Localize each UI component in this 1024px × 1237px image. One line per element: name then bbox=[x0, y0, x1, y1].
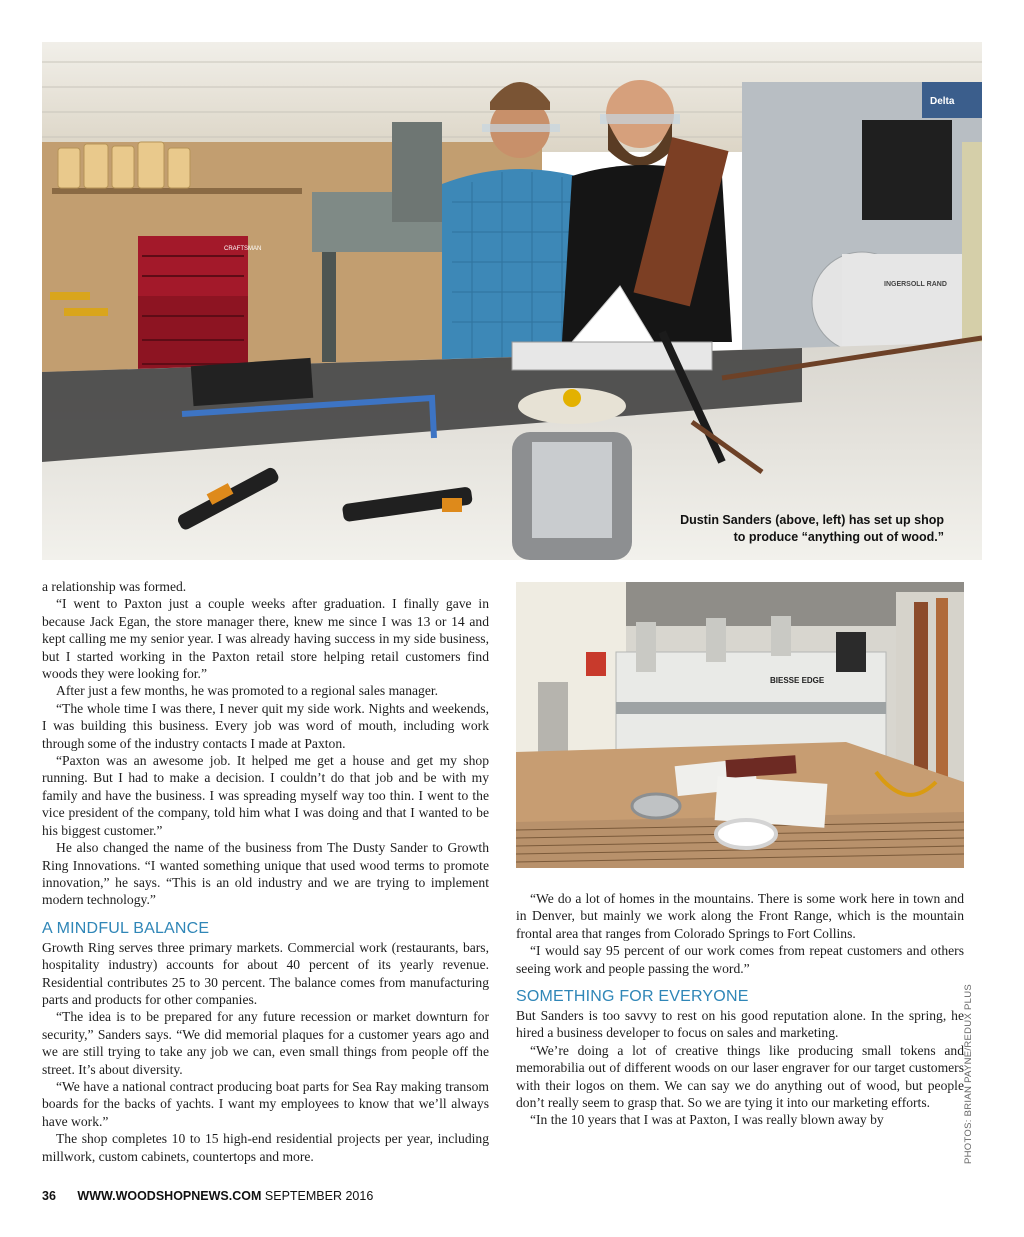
article-column-left bbox=[42, 578, 489, 1165]
paragraph: “We have a national contract producing boat parts for Sea Ray making transom boards for the backs of yachts. I want my employees to know that we’ll always have work.” bbox=[42, 1078, 489, 1129]
workshop-photo bbox=[42, 42, 982, 560]
dust-collector-label: Delta bbox=[930, 96, 955, 107]
paragraph: “We’re doing a lot of creative things like producing small tokens and memorabilia out of different woods on our laser engraver for our target customers with their logos on them. We can say we do anything out of wood, but people don’t really seem to grasp that. So we are tying it into our marketing efforts. bbox=[516, 1042, 964, 1111]
paragraph: After just a few months, he was promoted to a regional sales manager. bbox=[56, 683, 439, 699]
photo-credit: PHOTOS: BRIAN PAYNE/REDUX PLUS bbox=[963, 983, 974, 1164]
paragraph: “We do a lot of homes in the mountains. There is some work here in town and in Denver, but mainly we work along the Front Range, which is the mountain frontal area that ranges from Colorado Springs to Fort Collins. bbox=[516, 891, 964, 941]
page-number: 36 bbox=[42, 1189, 56, 1203]
caption-line-1: Dustin Sanders (above, left) has set up shop bbox=[680, 513, 944, 527]
paragraph: a relationship was formed. bbox=[42, 579, 187, 594]
paragraph: Growth Ring serves three primary markets. Commercial work (restaurants, bars, hospitality industry) accounts for about 40 percent of its yearly revenue. Residential contributes 25 to 30 percent. The balance comes from manufacturing parts and products for other companies. bbox=[42, 939, 489, 1007]
section-heading: A MINDFUL BALANCE bbox=[42, 919, 210, 937]
paragraph: “In the 10 years that I was at Paxton, I was really blown away by bbox=[530, 1112, 884, 1128]
paragraph: But Sanders is too savvy to rest on his good reputation alone. In the spring, he hired a business developer to focus on sales and marketing. bbox=[516, 1008, 964, 1041]
cabinet-brand-label: CRAFTSMAN bbox=[224, 246, 262, 252]
edgebander-photo-illustration bbox=[516, 582, 964, 868]
section-heading: SOMETHING FOR EVERYONE bbox=[516, 988, 749, 1006]
caption-line-2: to produce “anything out of wood.” bbox=[733, 530, 944, 544]
article-column-right bbox=[516, 890, 964, 1129]
website-link[interactable]: WWW.WOODSHOPNEWS.COM bbox=[77, 1189, 262, 1203]
edgebander-photo bbox=[516, 582, 964, 868]
paragraph: He also changed the name of the business from The Dusty Sander to Growth Ring Innovations. “I wanted something unique that used wood terms to promote innovation,” he says. “This is an old industry and we are trying to implement modern technology.” bbox=[42, 840, 489, 908]
machine-brand-label: BIESSE EDGE bbox=[770, 676, 825, 685]
issue-date: SEPTEMBER 2016 bbox=[264, 1189, 374, 1203]
page-footer bbox=[42, 1189, 373, 1203]
paragraph: The shop completes 10 to 15 high-end residential projects per year, including millwork, custom cabinets, countertops and more. bbox=[42, 1131, 489, 1164]
paragraph: “I would say 95 percent of our work comes from repeat customers and others seeing work and people passing the word.” bbox=[516, 943, 964, 976]
paragraph: “I went to Paxton just a couple weeks after graduation. I finally gave in because Jack Egan, the store manager there, knew me since I was 13 or 14 and kept calling me my senior year. I was already having success in my side business, but I started working in the Paxton retail store helping retail customers find woods they were looking for.” bbox=[42, 596, 489, 682]
paragraph: “The whole time I was there, I never quit my side work. Nights and weekends, I was building this business. Every job was word of mouth, including work through some of the industry contacts I made at Paxton. bbox=[42, 700, 489, 751]
workshop-photo-illustration bbox=[42, 42, 982, 560]
paragraph: “Paxton was an awesome job. It helped me get a house and get my shop running. But I had to make a decision. I couldn’t do that job and be with my family and have the business. I was spreading myself way too thin. I went to the vice president of the company, told him what I was doing and that I wanted to be his biggest customer.” bbox=[42, 753, 489, 838]
paragraph: “The idea is to be prepared for any future recession or market downturn for security,” Sanders says. “We did memorial plaques for a customer years ago and we are still trying to take any job we can, even small things from people off the street. It’s about diversity. bbox=[42, 1009, 489, 1077]
photo-caption bbox=[614, 512, 944, 546]
compressor-label: INGERSOLL RAND bbox=[884, 281, 947, 288]
